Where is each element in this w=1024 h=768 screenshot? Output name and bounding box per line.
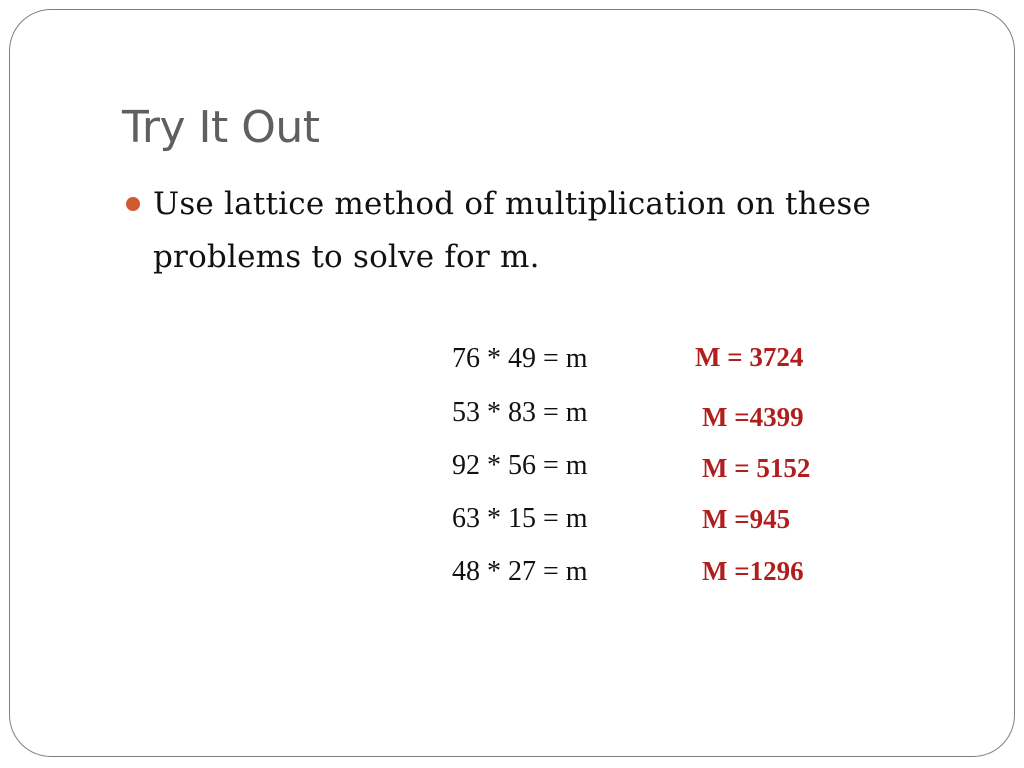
- answer-4: M =945: [702, 504, 791, 534]
- slide-title: Try It Out: [122, 102, 320, 153]
- answer-2: M =4399: [702, 402, 804, 432]
- problem-2: 53 * 83 = m: [452, 397, 588, 428]
- problem-4: 63 * 15 = m: [452, 503, 588, 534]
- problem-5: 48 * 27 = m: [452, 556, 588, 587]
- answer-5: M =1296: [702, 556, 804, 586]
- answer-1: M = 3724: [695, 342, 804, 372]
- slide: [9, 9, 1015, 757]
- problem-1: 76 * 49 = m: [452, 343, 588, 374]
- bullet-item: [126, 178, 916, 284]
- answer-3: M = 5152: [702, 453, 811, 483]
- problem-3: 92 * 56 = m: [452, 450, 588, 481]
- bullet-text: Use lattice method of multiplication on these problems to solve for m.: [153, 186, 872, 275]
- bullet-dot-icon: [126, 197, 140, 211]
